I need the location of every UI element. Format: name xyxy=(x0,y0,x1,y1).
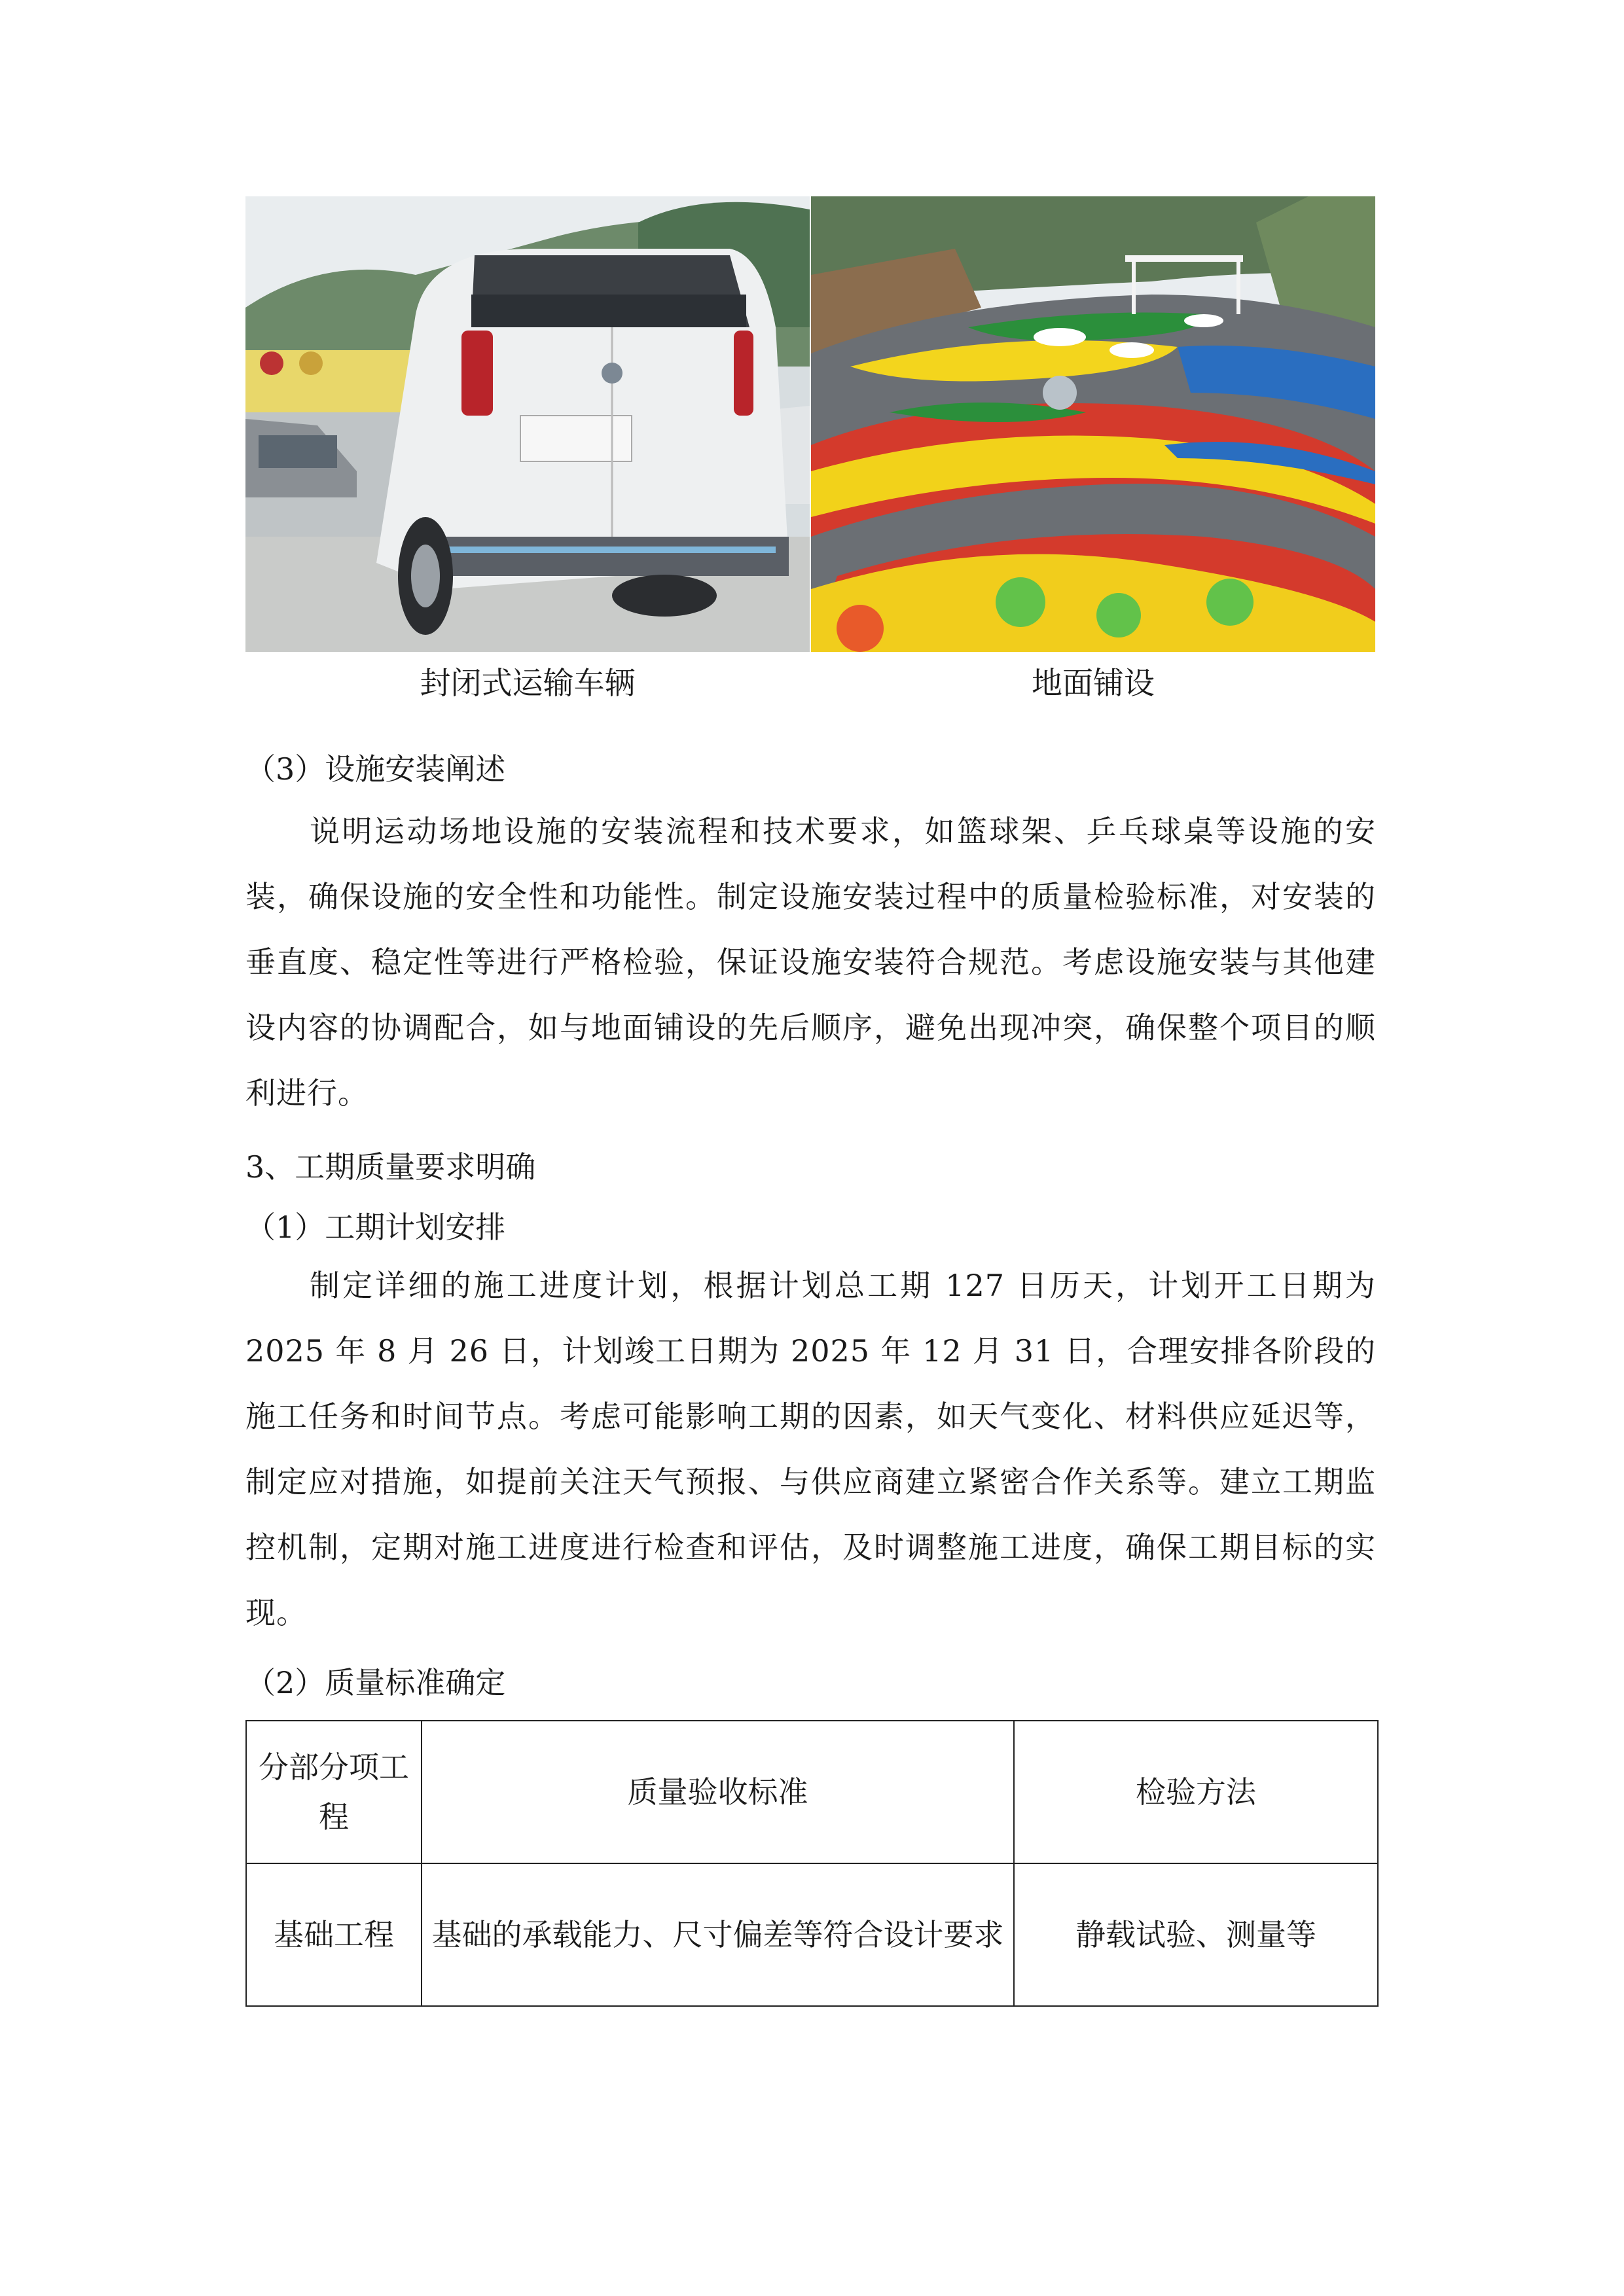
header-cell-acceptance-standard: 质量验收标准 xyxy=(422,1721,1014,1863)
heading-facility-install: （3）设施安装阐述 xyxy=(245,751,506,787)
heading-quality-standard: （2）质量标准确定 xyxy=(245,1665,506,1700)
caption-floor-paving: 地面铺设 xyxy=(1032,666,1155,702)
rubber-floor-photo xyxy=(811,196,1375,652)
paragraph-facility-install: 说明运动场地设施的安装流程和技术要求，如篮球架、乒乓球桌等设施的安装，确保设施的安全性和功能性。制定设施安装过程中的质量检验标准，对安装的垂直度、稳定性等进行严格检验，保证设施安装符合规范。考虑设施安装与其他建设内容的协调配合，如与地面铺设的先后顺序，避免出现冲突，确保整个项目的顺利进行。 xyxy=(245,814,1376,1111)
header-cell-subproject: 分部分项工程 xyxy=(246,1721,422,1863)
caption-enclosed-van: 封闭式运输车辆 xyxy=(420,666,636,702)
table-header-row xyxy=(246,1721,1378,1863)
table-row xyxy=(246,1863,1378,2006)
quality-standard-table xyxy=(245,1720,1379,2007)
floor-photo-graphic xyxy=(811,196,1375,652)
heading-schedule-plan: （1）工期计划安排 xyxy=(245,1210,506,1245)
enclosed-van-photo xyxy=(245,196,810,652)
van-photo-graphic xyxy=(245,196,810,652)
header-cell-inspection-method: 检验方法 xyxy=(1014,1721,1378,1863)
cell-inspection-method: 静载试验、测量等 xyxy=(1014,1863,1378,2006)
paragraph-schedule-plan: 制定详细的施工进度计划，根据计划总工期 127 日历天，计划开工日期为 2025 年 8 月 26 日，计划竣工日期为 2025 年 12 月 31 日，合理安排各阶段的施工任务和时间节点。考虑可能影响工期的因素，如天气变化、材料供应延迟等，制定应对措施，如提前关注天气预报、与供应商建立紧密合作关系等。建立工期监控机制，定期对施工进度进行检查和评估，及时调整施工进度，确保工期目标的实现。 xyxy=(245,1268,1376,1630)
heading-schedule-quality: 3、工期质量要求明确 xyxy=(245,1149,536,1185)
cell-subproject: 基础工程 xyxy=(246,1863,422,2006)
cell-acceptance-standard: 基础的承载能力、尺寸偏差等符合设计要求 xyxy=(422,1863,1014,2006)
